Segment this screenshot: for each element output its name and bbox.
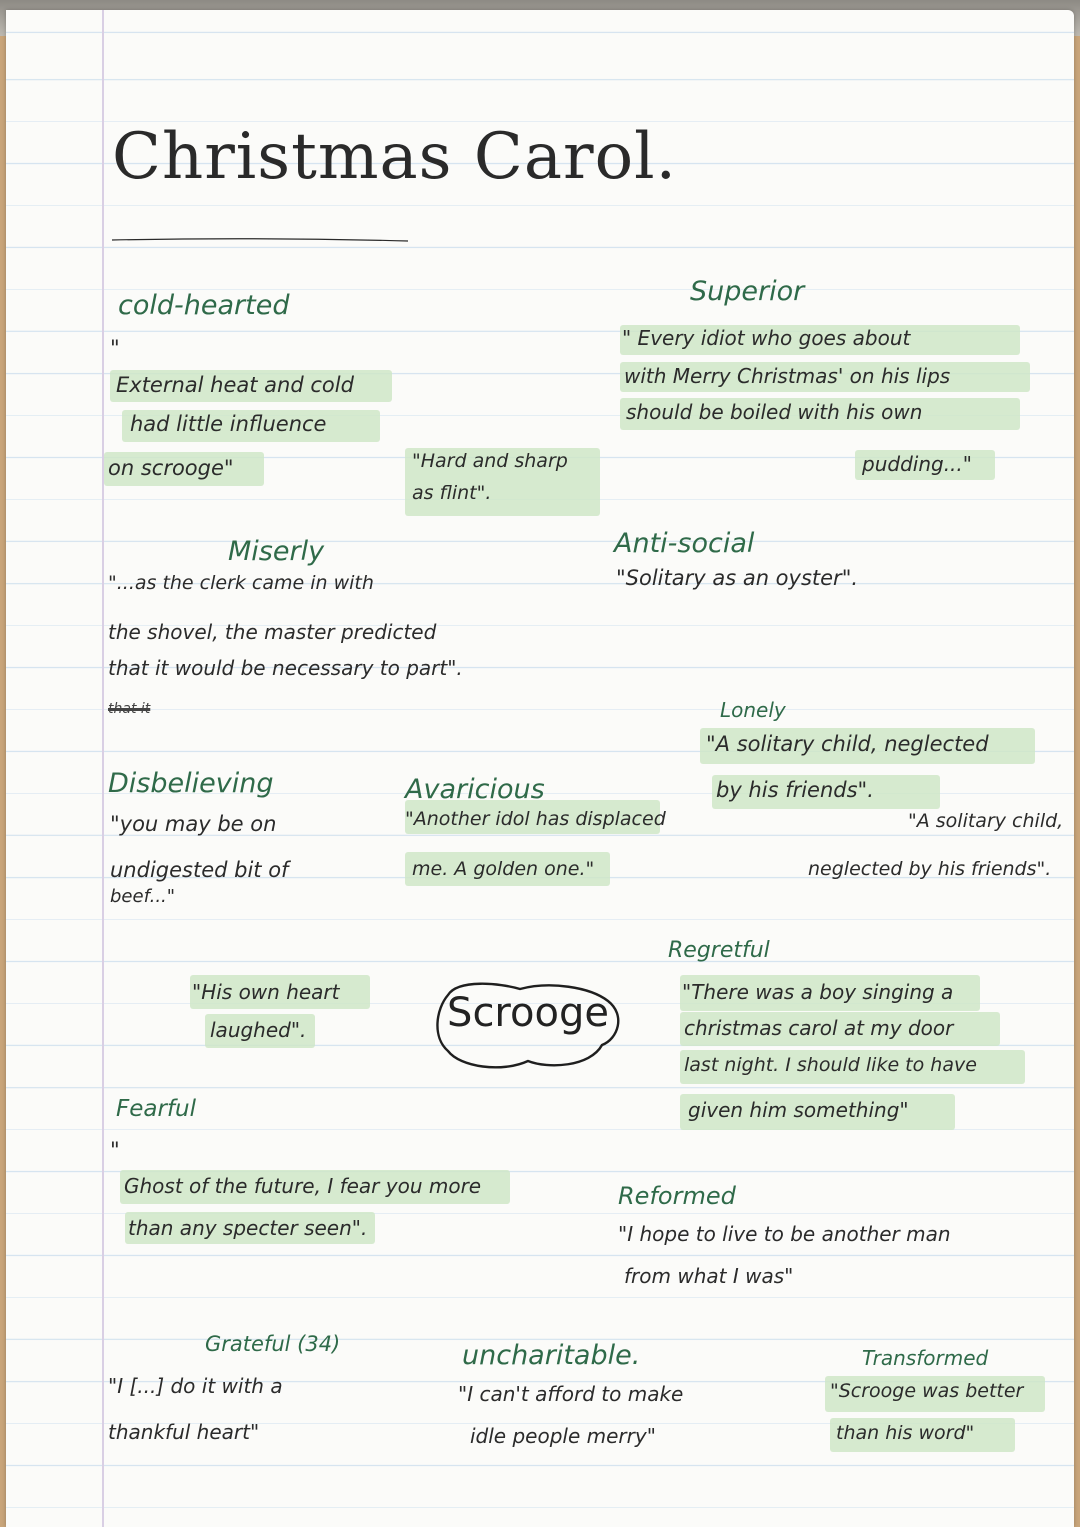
superior-line-3: should be boiled with his own: [626, 400, 923, 424]
fearful-quote-mark: ": [110, 1138, 120, 1162]
fearful-line-2: than any specter seen".: [128, 1216, 368, 1240]
fearful-heading: Fearful: [116, 1096, 196, 1122]
avaricious-line-2: me. A golden one.": [412, 858, 595, 880]
flint-line-1: "Hard and sharp: [412, 450, 568, 472]
miserly-line-2: the shovel, the master predicted: [108, 620, 437, 644]
reformed-line-2: from what I was": [624, 1264, 794, 1288]
disbelieving-line-3: beef...": [110, 886, 176, 907]
reformed-heading: Reformed: [618, 1182, 736, 1210]
cold-hearted-line-3: on scrooge": [108, 456, 234, 480]
lonely-line-2: by his friends".: [716, 778, 874, 802]
disbelieving-line-1: "you may be on: [110, 812, 277, 836]
cold-hearted-line-1: External heat and cold: [116, 373, 354, 397]
page-title: Christmas Carol.: [112, 120, 677, 194]
regretful-heading: Regretful: [668, 938, 770, 963]
avaricious-line-1: "Another idol has displaced: [405, 808, 666, 830]
regretful-line-1: "There was a boy singing a: [682, 980, 954, 1004]
flint-line-2: as flint".: [412, 482, 492, 504]
uncharitable-heading: uncharitable.: [462, 1340, 641, 1371]
transformed-heading: Transformed: [862, 1346, 989, 1370]
uncharitable-line-1: "I can't afford to make: [458, 1382, 684, 1406]
grateful-line-1: "I [...] do it with a: [108, 1374, 283, 1398]
lonely-heading: Lonely: [720, 698, 786, 722]
fearful-line-1: Ghost of the future, I fear you more: [124, 1174, 482, 1198]
struck-out-text: that it: [108, 701, 151, 717]
transformed-line-1: "Scrooge was better: [830, 1380, 1024, 1402]
grateful-heading: Grateful (34): [205, 1332, 341, 1356]
title-underline: [110, 236, 410, 244]
disbelieving-heading: Disbelieving: [108, 768, 274, 799]
grateful-line-2: thankful heart": [108, 1420, 260, 1444]
anti-social-line-1: "Solitary as an oyster".: [616, 566, 859, 590]
uncharitable-line-2: idle people merry": [470, 1424, 656, 1448]
lonely-line-3: "A solitary child,: [908, 810, 1064, 832]
heart-line-2: laughed".: [210, 1018, 307, 1042]
regretful-line-2: christmas carol at my door: [684, 1016, 954, 1040]
superior-heading: Superior: [690, 276, 805, 307]
avaricious-heading: Avaricious: [405, 774, 545, 805]
miserly-line-3: that it would be necessary to part".: [108, 656, 463, 680]
cold-hearted-line-2: had little influence: [130, 412, 327, 436]
cold-hearted-heading: cold-hearted: [118, 290, 290, 321]
disbelieving-line-2: undigested bit of: [110, 858, 289, 882]
miserly-heading: Miserly: [228, 536, 325, 567]
superior-line-2: with Merry Christmas' on his lips: [624, 364, 951, 388]
superior-line-4: pudding...": [862, 452, 972, 476]
superior-line-1: " Every idiot who goes about: [622, 326, 911, 350]
regretful-line-4: given him something": [688, 1098, 909, 1122]
transformed-line-2: than his word": [836, 1422, 975, 1444]
reformed-line-1: "I hope to live to be another man: [618, 1222, 951, 1246]
lonely-line-4: neglected by his friends".: [808, 858, 1052, 880]
miserly-line-1: "...as the clerk came in with: [108, 572, 374, 594]
regretful-line-3: last night. I should like to have: [684, 1054, 977, 1076]
anti-social-heading: Anti-social: [614, 528, 755, 559]
scrooge-label: Scrooge: [447, 990, 609, 1036]
lonely-line-1: "A solitary child, neglected: [706, 732, 989, 756]
cold-hearted-quote-mark: ": [110, 336, 120, 360]
heart-line-1: "His own heart: [192, 980, 340, 1004]
